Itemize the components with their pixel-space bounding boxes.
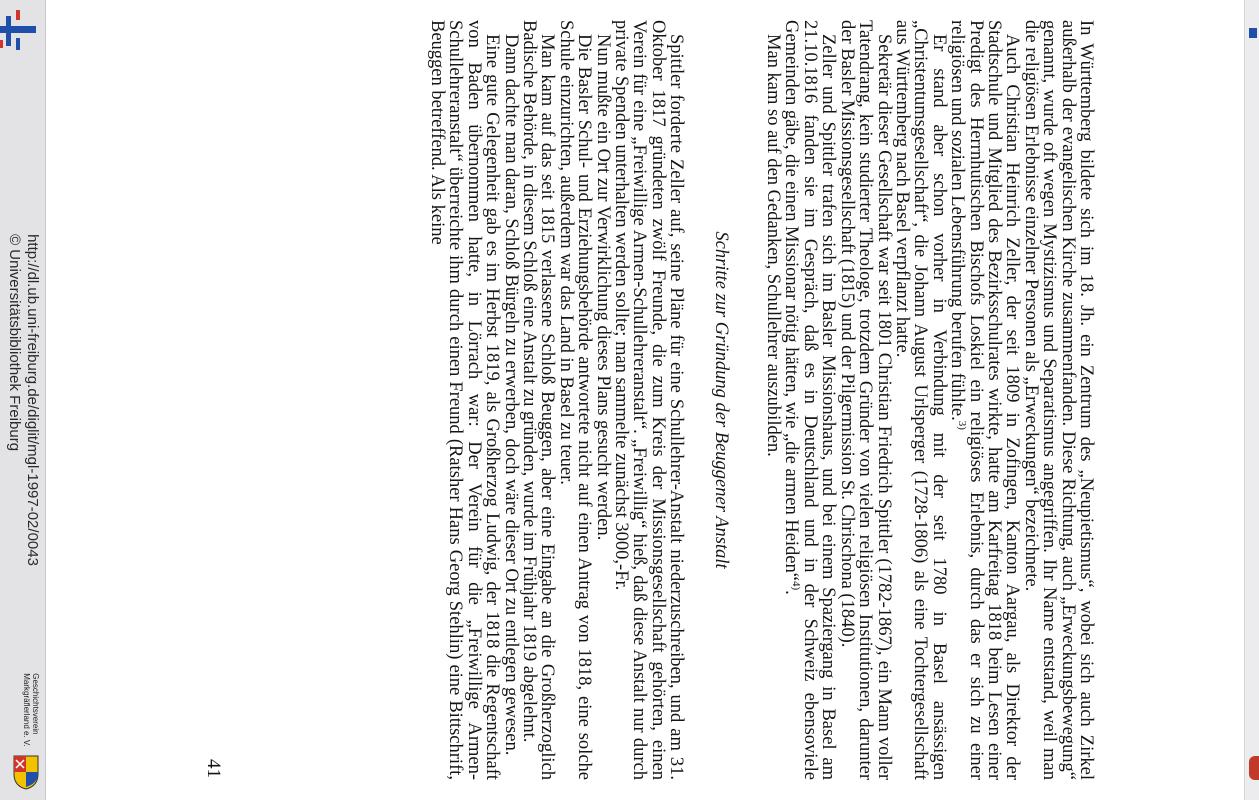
paragraph: In Württemberg bildete sich im 18. Jh. ein Zentrum des „Neupietismus“, wobei sich auch Zirkel außerhalb der evangelischen Kirche zusammenfanden. Diese Richtung, auch „Erweckungsbewegung“ genannt, wurde oft wegen Mystizismus und Separatismus angegriffen. Ihr Name entstand, weil man die religiösen Erlebnisse einzelner Personen als „Erweckungen“ bezeichnete. [1020, 20, 1096, 780]
footer-url[interactable]: http://dl.ub.uni-freiburg.de/diglit/mgl-1997-02/0043 [24, 234, 41, 566]
paragraph: Sekretär dieser Gesellschaft war seit 1801 Christian Friedrich Spittler (1782-1867), ein Mann voller Tatendrang, kein studierter Theologe, trotzdem Gründer von vielen religiösen Institutionen, darunter der Basler Missionsgesellschaft (1815) und der Pilgermission St. Chrischona (1840). [836, 20, 894, 780]
paragraph: Man kam so auf den Gedanken, Schullehrer auszubilden. [763, 34, 784, 457]
footer-copyright: © Universitätsbibliothek Freiburg [6, 234, 23, 452]
right-crest-icon [1249, 756, 1259, 780]
publisher-line2: Markgräflerland e. V. [22, 673, 31, 747]
paragraph: Eine gute Gelegenheit gab es im Herbst 1819, als Großherzog Ludwig, der 1818 die Regentschaft von Baden übernommen hatte, in Lörrach war: Der Verein für die „Freiwillige Armen-Schullehreranstalt“ überreichte ihm durch einen Freund (Ratsher Hans Georg Stehlin) eine Bittschrift, Beuggen betreffend. Als keine [427, 20, 503, 780]
paragraph: Er stand aber schon vorher in Verbindung mit der seit 1780 in Basel ansässigen „Christentumsgesellschaft“, die Johann August Urlsperger (1728-1806) als eine Tochtergesellschaft aus Württemberg nach Basel verpflanzt hatte. [891, 20, 949, 780]
document-page [205, 20, 1095, 780]
paragraph: Dann dachte man daran, Schloß Bürgeln zu erwerben, doch wäre dieser Ort zu entlegen gewesen. [500, 34, 521, 756]
paragraph: Die Basler Schul- und Erziehungsbehörde antwortete nicht auf einen Antrag von 1818, eine solche Schule einzurichten, außerdem war das Land in Basel zu teuer. [555, 20, 595, 780]
paragraph: Auch Christian Heinrich Zeller, der seit 1809 in Zofingen, Kanton Aargau, als Direktor der Stadtschule und Mitglied des Bezirksschulrates wirkte, hatte am Karfreitag 1818 beim Lesen einer Predigt des Herrnhutischen Bischofs Loskiel ein religiöses Erlebnis, durch das er sich zu einer religiösen und sozialen Lebensführung berufen fühlte.$^{3)}$ [947, 20, 1023, 780]
coat-of-arms-icon [12, 754, 40, 790]
page-number: 41 [203, 759, 225, 778]
university-logo-icon [0, 0, 46, 60]
footer-url-text [5, 234, 41, 566]
paragraph: Spittler forderte Zeller auf, seine Pläne für eine Schullehrer-Anstalt niederzuschreiben, und am 31. Oktober 1817 gründeten zwölf Freunde, die zum Kreis der Missionsgesellschaft gehörten, einen Verein für eine „Freiwillige Armen-Schullehreranstalt“. „Freiwillig“ hieß, daß diese Anstalt nur durch private Spenden unterhalten werden sollte; man sammelte zunächst 3000,-Fr. [611, 20, 687, 780]
footnote-ref: 3) [956, 420, 969, 430]
right-edge [1244, 0, 1259, 800]
paragraph: Nun mußte ein Ort zur Verwirklichung dieses Plans gesucht werden. [592, 34, 613, 541]
paragraph: Zeller und Spittler trafen sich im Basler Missionshaus, und bei einem Spaziergang in Basel am 21.10.1816 fanden sie im Gespräch, daß es in Deutschland und in der Schweiz ebensoviele Gemeinden gäbe, die einen Missionar nötig hätten, wie „die armen Heiden“$^{4)}$. [781, 20, 839, 780]
section-heading: Schritte zur Gründung der Beuggener Anstalt [710, 231, 731, 569]
left-sidebar [0, 0, 46, 800]
publisher-label [22, 673, 40, 747]
paragraph: Man kam auf das seit 1815 verlassene Schloß Beuggen, aber eine Eingabe an die Großherzoglich Badische Behörde, in diesem Schloß eine Anstalt zu gründen, wurde im Frühjahr 1819 abgelehnt. [519, 20, 558, 780]
footnote-ref: 4) [790, 580, 803, 591]
right-marker-icon [1249, 28, 1257, 38]
publisher-line1: Geschichtsverein [31, 673, 40, 735]
